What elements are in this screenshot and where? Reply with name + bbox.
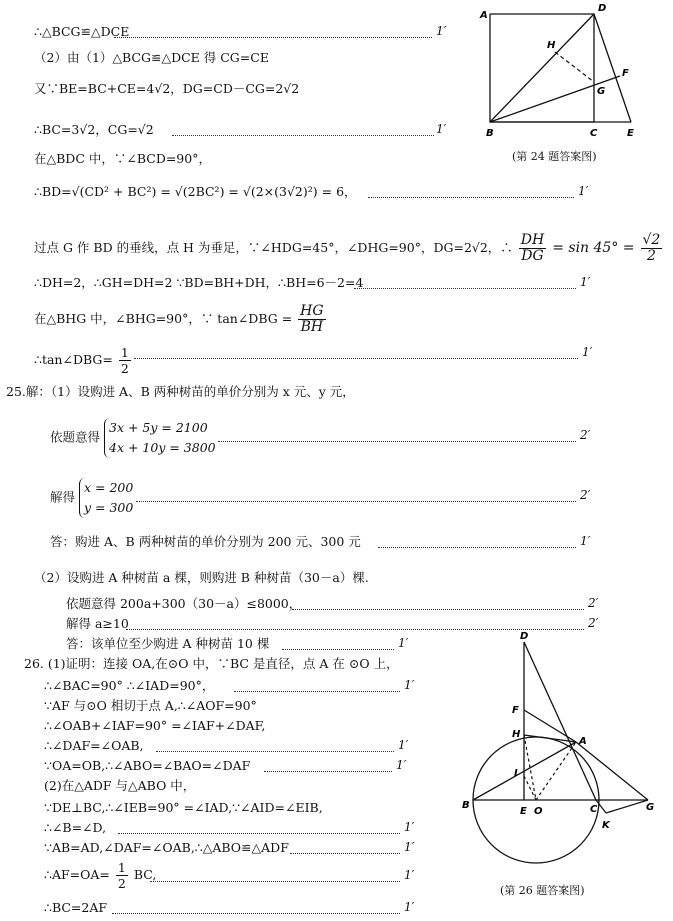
- p25-line-8: 答：该单位至少购进 A 种树苗 10 棵: [66, 636, 270, 651]
- label-B: B: [486, 128, 494, 139]
- score-mark: 2′: [580, 428, 591, 442]
- line-hg-dashed: [555, 52, 594, 82]
- fraction-1-2: $\frac{1}{2}$: [120, 345, 129, 376]
- p25-line-2-text: 依题意得: [50, 429, 101, 445]
- sin-expression: = sin 45° =: [552, 240, 635, 256]
- score-mark: 1′: [404, 820, 415, 834]
- dot-leader: [136, 501, 576, 502]
- label-E: E: [627, 128, 634, 139]
- p24-line-1: ∴△BCG≌△DCE: [34, 24, 130, 39]
- label-G: G: [597, 86, 606, 97]
- label-C: C: [590, 804, 598, 815]
- line-bd: [490, 14, 594, 122]
- p26-line-1: 26. (1)证明：连接 OA,在⊙O 中，∵BC 是直径，点 A 在 ⊙O 上，: [24, 656, 399, 671]
- p26-line-6: ∵OA=OB,∴∠ABO=∠BAO=∠DAF: [44, 758, 251, 773]
- p26-line-7: (2)在△ADF 与△ABO 中，: [44, 778, 196, 793]
- p24-line-6: ∴BD=√(CD² + BC²) = √(2BC²) = √(2×(3√2)²) = 6，: [34, 184, 357, 199]
- dot-leader: [114, 37, 432, 38]
- dot-leader: [264, 771, 392, 772]
- score-mark: 1′: [396, 758, 407, 772]
- p25-line-6: 依题意得 200a+300（30－a）≤8000，: [66, 596, 302, 611]
- label-F: F: [622, 68, 629, 79]
- label-D: D: [520, 631, 529, 642]
- score-mark: 1′: [404, 840, 415, 854]
- label-A: A: [579, 736, 587, 747]
- dot-leader: [282, 649, 394, 650]
- p26-line-11-text: ∴AF=OA=: [44, 867, 110, 882]
- p24-line-7: [34, 233, 664, 264]
- score-mark: 1′: [404, 678, 415, 692]
- p26-line-8: ∵DE⊥BC,∴∠IEB=90° =∠IAD,∵∠AID=∠EIB,: [44, 800, 323, 815]
- dot-leader: [234, 691, 400, 692]
- figure-24-caption: (第 24 题答案图): [512, 150, 597, 163]
- score-mark: 1′: [436, 122, 447, 136]
- score-mark: 1′: [578, 184, 589, 198]
- score-mark: 1′: [580, 275, 591, 289]
- p25-line-2: [50, 418, 216, 458]
- label-H: H: [512, 729, 521, 740]
- dot-leader: [290, 853, 400, 854]
- p25-line-3: [50, 478, 133, 518]
- p24-line-8: ∴DH=2，∴GH=DH=2 ∵BD=BH+DH，∴BH=6－2=4: [34, 275, 364, 290]
- label-C: C: [590, 128, 598, 139]
- label-A: A: [480, 10, 488, 21]
- dot-leader: [292, 609, 584, 610]
- dot-leader: [368, 197, 574, 198]
- label-D: D: [598, 3, 607, 14]
- dot-leader: [150, 881, 400, 882]
- line-ag: [576, 742, 648, 800]
- dot-leader: [118, 833, 400, 834]
- p24-line-2: （2）由（1）△BCG≌△DCE 得 CG=CE: [34, 50, 269, 65]
- score-mark: 1′: [404, 900, 415, 914]
- p25-line-5: （2）设购进 A 种树苗 a 棵，则购进 B 种树苗（30－a）棵.: [34, 570, 369, 585]
- figure-26-caption: (第 26 题答案图): [500, 884, 585, 897]
- score-mark: 1′: [580, 534, 591, 548]
- p25-line-4: 答：购进 A、B 两种树苗的单价分别为 200 元、300 元: [50, 534, 361, 549]
- dot-leader: [156, 751, 394, 752]
- score-mark: 1′: [398, 738, 409, 752]
- p26-line-12: ∴BC=2AF: [44, 900, 108, 915]
- p24-line-3: 又∵BE=BC+CE=4√2，DG=CD－CG=2√2: [34, 81, 300, 96]
- line-oa-dashed: [536, 742, 576, 800]
- p26-line-11: [44, 860, 156, 891]
- p24-line-5: 在△BDC 中，∵∠BCD=90°，: [34, 151, 211, 166]
- line-kg: [606, 800, 648, 813]
- score-mark: 2′: [580, 488, 591, 502]
- score-mark: 1′: [582, 345, 593, 359]
- score-mark: 1′: [398, 636, 409, 650]
- p24-line-7-text: 过点 G 作 BD 的垂线，点 H 为垂足，∵∠HDG=45°，∠DHG=90°，DG=2√2，∴: [34, 240, 513, 255]
- p24-line-4: ∴BC=3√2，CG=√2: [34, 122, 154, 137]
- label-B: B: [462, 800, 470, 811]
- line-io-dashed: [524, 776, 536, 800]
- p26-line-9: ∴∠B=∠D,: [44, 820, 107, 835]
- p25-line-7: 解得 a≥10: [66, 616, 129, 631]
- p24-line-10: [34, 345, 133, 376]
- dot-leader: [112, 913, 400, 914]
- dot-leader: [172, 135, 434, 136]
- p26-line-4: ∴∠OAB+∠IAF=90° =∠IAF+∠DAF,: [44, 718, 266, 733]
- fraction-1-2: $\frac{1}{2}$: [117, 860, 126, 891]
- figure-26: [458, 630, 658, 880]
- label-I: I: [514, 768, 518, 779]
- p25-line-1: 25.解：（1）设购进 A、B 两种树苗的单价分别为 x 元、y 元，: [6, 384, 355, 399]
- equation-system: 3x + 5y = 2100 4x + 10y = 3800: [104, 418, 216, 458]
- fraction-root2-2: $\frac{√2}{2}$: [642, 232, 661, 264]
- figure-24: [474, 0, 644, 165]
- p26-line-10: ∵AB=AD,∠DAF=∠OAB,∴△ABO≌△ADF: [44, 840, 289, 855]
- fraction-dh-dg: $\frac{DH}{DG}$: [520, 232, 545, 264]
- label-G: G: [646, 802, 655, 813]
- dot-leader: [134, 358, 578, 359]
- score-mark: 1′: [436, 24, 447, 38]
- score-mark: 2′: [588, 616, 599, 630]
- label-H: H: [547, 40, 556, 51]
- score-mark: 1′: [404, 868, 415, 882]
- label-F: F: [512, 705, 519, 716]
- score-mark: 2′: [588, 596, 599, 610]
- dot-leader: [354, 288, 576, 289]
- p24-line-9-text: 在△BHG 中，∠BHG=90°，∵ tan∠DBG =: [34, 311, 293, 326]
- label-K: K: [602, 820, 610, 831]
- dot-leader: [378, 547, 576, 548]
- p24-line-10-text: ∴tan∠DBG=: [34, 352, 113, 367]
- p26-line-5: ∴∠DAF=∠OAB,: [44, 738, 144, 753]
- p24-line-9: [34, 304, 328, 335]
- label-E: E: [520, 806, 527, 817]
- dot-leader: [218, 441, 576, 442]
- solution-system: x = 200 y = 300: [79, 478, 133, 518]
- line-dc: [524, 642, 596, 800]
- line-bf: [490, 76, 620, 122]
- p25-line-3-text: 解得: [50, 489, 76, 505]
- fraction-hg-bh: $\frac{HG}{BH}$: [300, 303, 324, 335]
- label-O: O: [534, 806, 543, 817]
- p26-line-3: ∵AF 与⊙O 相切于点 A,∴∠AOF=90°: [44, 698, 257, 713]
- p26-line-2: ∴∠BAC=90° ∴∠IAD=90°，: [44, 678, 215, 693]
- p26-line-11-tail: BC,: [133, 867, 157, 882]
